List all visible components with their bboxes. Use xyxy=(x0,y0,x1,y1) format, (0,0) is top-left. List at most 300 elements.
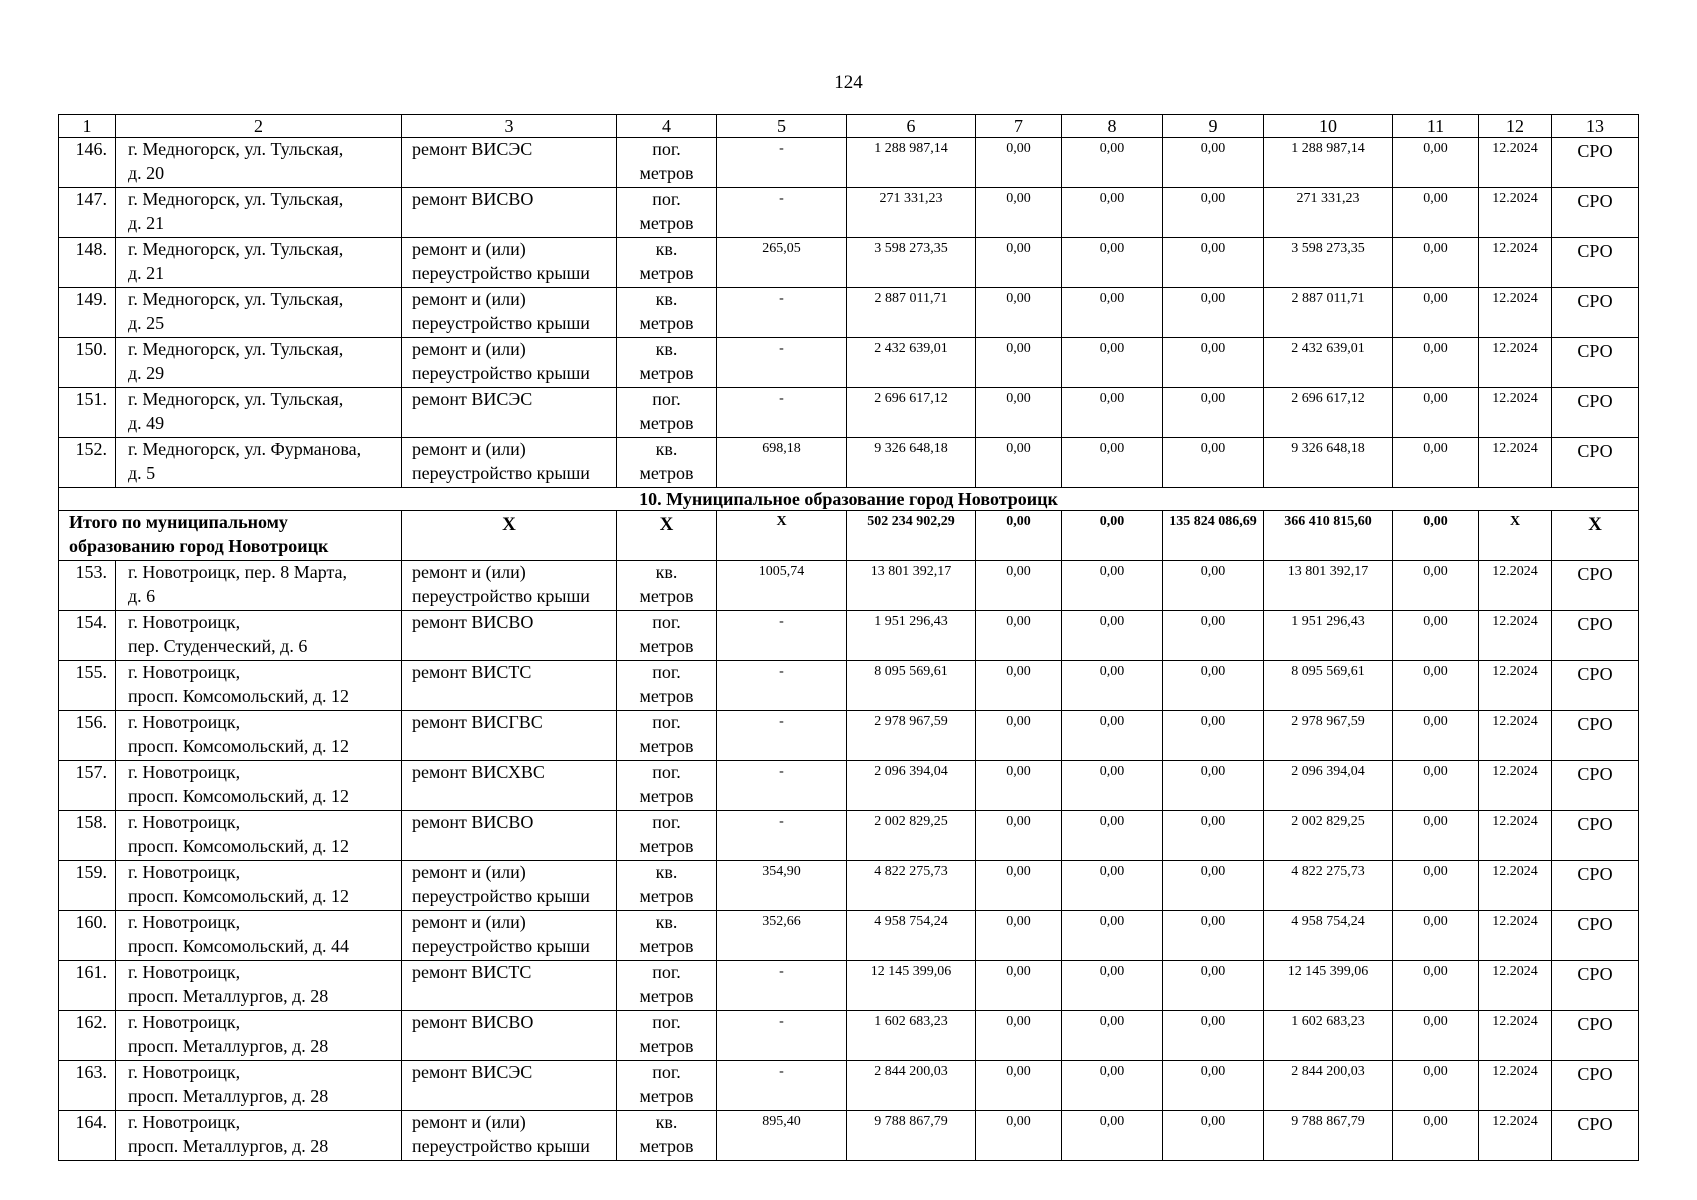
local-funds-cell: 0,00 xyxy=(1163,1061,1264,1111)
method-cell: СРО xyxy=(1552,238,1639,288)
owner-funds-cell: 271 331,23 xyxy=(1264,188,1393,238)
regional-funds-cell: 0,00 xyxy=(1062,1111,1163,1161)
work-type-cell xyxy=(402,661,617,711)
regional-funds-cell: 0,00 xyxy=(1062,961,1163,1011)
volume-cell: - xyxy=(717,188,847,238)
volume-cell: - xyxy=(717,388,847,438)
column-header: 7 xyxy=(976,115,1062,138)
volume-cell: - xyxy=(717,811,847,861)
column-header: 3 xyxy=(402,115,617,138)
unit-line-1: пог. xyxy=(652,812,681,832)
method-cell: СРО xyxy=(1552,138,1639,188)
work-type-line-2: переустройство крыши xyxy=(412,585,590,606)
local-funds-cell: 0,00 xyxy=(1163,811,1264,861)
volume-cell: - xyxy=(717,711,847,761)
unit-line-2: метров xyxy=(639,362,694,383)
total-cost-cell: 2 978 967,59 xyxy=(847,711,976,761)
total-x-cell: X xyxy=(717,511,847,561)
volume-cell: 698,18 xyxy=(717,438,847,488)
unit-line-2: метров xyxy=(639,885,694,906)
unit-line-1: пог. xyxy=(652,139,681,159)
unit-cell xyxy=(617,661,717,711)
local-funds-cell: 0,00 xyxy=(1163,438,1264,488)
total-x-cell: X xyxy=(402,511,617,561)
unit-line-1: кв. xyxy=(655,439,678,459)
local-funds-cell: 0,00 xyxy=(1163,388,1264,438)
unit-line-1: кв. xyxy=(655,862,678,882)
column-header: 9 xyxy=(1163,115,1264,138)
column-header: 8 xyxy=(1062,115,1163,138)
unit-line-2: метров xyxy=(639,835,694,856)
method-cell: СРО xyxy=(1552,438,1639,488)
table-row xyxy=(59,961,1639,1011)
unit-line-2: метров xyxy=(639,262,694,283)
table-row xyxy=(59,438,1639,488)
other-funds-cell: 0,00 xyxy=(1393,861,1479,911)
address-line-2: д. 20 xyxy=(128,162,165,183)
row-number: 162. xyxy=(59,1011,116,1061)
column-header: 12 xyxy=(1479,115,1552,138)
volume-cell: - xyxy=(717,661,847,711)
unit-cell xyxy=(617,861,717,911)
work-type-line-1: ремонт ВИСВО xyxy=(412,812,534,832)
address-line-2: просп. Комсомольский, д. 12 xyxy=(128,735,350,756)
unit-cell xyxy=(617,338,717,388)
total-value-cell: 0,00 xyxy=(976,511,1062,561)
total-x-cell: X xyxy=(617,511,717,561)
work-type-cell xyxy=(402,388,617,438)
deadline-cell: 12.2024 xyxy=(1479,1011,1552,1061)
federal-funds-cell: 0,00 xyxy=(976,861,1062,911)
deadline-cell: 12.2024 xyxy=(1479,1061,1552,1111)
local-funds-cell: 0,00 xyxy=(1163,661,1264,711)
work-type-line-1: ремонт ВИСВО xyxy=(412,189,534,209)
address-line-1: г. Новотроицк, xyxy=(128,662,241,682)
work-type-cell xyxy=(402,711,617,761)
column-header: 4 xyxy=(617,115,717,138)
column-header: 10 xyxy=(1264,115,1393,138)
table-row xyxy=(59,861,1639,911)
federal-funds-cell: 0,00 xyxy=(976,1111,1062,1161)
unit-cell xyxy=(617,438,717,488)
address-line-2: д. 29 xyxy=(128,362,165,383)
work-type-line-1: ремонт ВИСТС xyxy=(412,662,532,682)
owner-funds-cell: 13 801 392,17 xyxy=(1264,561,1393,611)
total-value-cell: 502 234 902,29 xyxy=(847,511,976,561)
address-cell xyxy=(116,1111,402,1161)
regional-funds-cell: 0,00 xyxy=(1062,811,1163,861)
other-funds-cell: 0,00 xyxy=(1393,1061,1479,1111)
local-funds-cell: 0,00 xyxy=(1163,188,1264,238)
address-line-2: д. 5 xyxy=(128,462,156,483)
owner-funds-cell: 9 788 867,79 xyxy=(1264,1111,1393,1161)
local-funds-cell: 0,00 xyxy=(1163,611,1264,661)
regional-funds-cell: 0,00 xyxy=(1062,761,1163,811)
address-line-2: просп. Комсомольский, д. 12 xyxy=(128,785,350,806)
total-cost-cell: 4 958 754,24 xyxy=(847,911,976,961)
owner-funds-cell: 1 602 683,23 xyxy=(1264,1011,1393,1061)
address-cell xyxy=(116,661,402,711)
work-type-cell xyxy=(402,188,617,238)
row-number: 154. xyxy=(59,611,116,661)
page-number: 124 xyxy=(834,72,863,93)
deadline-cell: 12.2024 xyxy=(1479,711,1552,761)
deadline-cell: 12.2024 xyxy=(1479,611,1552,661)
owner-funds-cell: 2 432 639,01 xyxy=(1264,338,1393,388)
regional-funds-cell: 0,00 xyxy=(1062,138,1163,188)
address-cell xyxy=(116,811,402,861)
work-type-line-2: переустройство крыши xyxy=(412,1135,590,1156)
row-number: 163. xyxy=(59,1061,116,1111)
address-cell xyxy=(116,1061,402,1111)
other-funds-cell: 0,00 xyxy=(1393,561,1479,611)
table-row xyxy=(59,1011,1639,1061)
regional-funds-cell: 0,00 xyxy=(1062,288,1163,338)
column-header: 6 xyxy=(847,115,976,138)
other-funds-cell: 0,00 xyxy=(1393,138,1479,188)
table-row xyxy=(59,611,1639,661)
unit-line-1: пог. xyxy=(652,712,681,732)
table-row xyxy=(59,288,1639,338)
section-heading-row xyxy=(59,488,1639,511)
owner-funds-cell: 12 145 399,06 xyxy=(1264,961,1393,1011)
volume-cell: 354,90 xyxy=(717,861,847,911)
regional-funds-cell: 0,00 xyxy=(1062,388,1163,438)
deadline-cell: 12.2024 xyxy=(1479,288,1552,338)
deadline-cell: 12.2024 xyxy=(1479,811,1552,861)
work-type-cell xyxy=(402,1061,617,1111)
address-cell xyxy=(116,238,402,288)
unit-line-1: кв. xyxy=(655,239,678,259)
work-type-line-1: ремонт и (или) xyxy=(412,912,526,932)
address-line-2: просп. Комсомольский, д. 12 xyxy=(128,685,350,706)
table-row xyxy=(59,561,1639,611)
unit-cell xyxy=(617,188,717,238)
table-row xyxy=(59,238,1639,288)
address-line-1: г. Новотроицк, xyxy=(128,712,241,732)
unit-line-1: кв. xyxy=(655,912,678,932)
table-row xyxy=(59,388,1639,438)
address-line-2: д. 21 xyxy=(128,212,165,233)
deadline-cell: 12.2024 xyxy=(1479,238,1552,288)
column-header: 2 xyxy=(116,115,402,138)
federal-funds-cell: 0,00 xyxy=(976,338,1062,388)
total-cost-cell: 1 288 987,14 xyxy=(847,138,976,188)
unit-line-2: метров xyxy=(639,462,694,483)
other-funds-cell: 0,00 xyxy=(1393,611,1479,661)
owner-funds-cell: 2 844 200,03 xyxy=(1264,1061,1393,1111)
row-number: 146. xyxy=(59,138,116,188)
work-type-cell xyxy=(402,861,617,911)
owner-funds-cell: 2 002 829,25 xyxy=(1264,811,1393,861)
total-cost-cell: 13 801 392,17 xyxy=(847,561,976,611)
row-number: 161. xyxy=(59,961,116,1011)
federal-funds-cell: 0,00 xyxy=(976,761,1062,811)
total-cost-cell: 2 096 394,04 xyxy=(847,761,976,811)
local-funds-cell: 0,00 xyxy=(1163,561,1264,611)
unit-line-2: метров xyxy=(639,735,694,756)
unit-line-1: пог. xyxy=(652,612,681,632)
other-funds-cell: 0,00 xyxy=(1393,288,1479,338)
other-funds-cell: 0,00 xyxy=(1393,388,1479,438)
row-number: 150. xyxy=(59,338,116,388)
other-funds-cell: 0,00 xyxy=(1393,338,1479,388)
total-cost-cell: 12 145 399,06 xyxy=(847,961,976,1011)
work-type-cell xyxy=(402,288,617,338)
volume-cell: - xyxy=(717,138,847,188)
total-cost-cell: 9 326 648,18 xyxy=(847,438,976,488)
other-funds-cell: 0,00 xyxy=(1393,1111,1479,1161)
work-type-line-1: ремонт ВИСГВС xyxy=(412,712,543,732)
total-cost-cell: 1 951 296,43 xyxy=(847,611,976,661)
work-type-line-1: ремонт и (или) xyxy=(412,862,526,882)
unit-cell xyxy=(617,138,717,188)
address-line-1: г. Новотроицк, xyxy=(128,1112,241,1132)
work-type-cell xyxy=(402,911,617,961)
unit-line-2: метров xyxy=(639,412,694,433)
deadline-cell: 12.2024 xyxy=(1479,661,1552,711)
other-funds-cell: 0,00 xyxy=(1393,238,1479,288)
work-type-cell xyxy=(402,961,617,1011)
work-type-line-1: ремонт и (или) xyxy=(412,1112,526,1132)
work-type-line-1: ремонт ВИСЭС xyxy=(412,1062,533,1082)
address-line-2: д. 6 xyxy=(128,585,156,606)
method-cell: СРО xyxy=(1552,388,1639,438)
address-line-1: г. Новотроицк, xyxy=(128,812,241,832)
address-cell xyxy=(116,188,402,238)
unit-cell xyxy=(617,1111,717,1161)
regional-funds-cell: 0,00 xyxy=(1062,238,1163,288)
work-type-line-1: ремонт и (или) xyxy=(412,562,526,582)
address-cell xyxy=(116,911,402,961)
federal-funds-cell: 0,00 xyxy=(976,288,1062,338)
address-line-1: г. Медногорск, ул. Тульская, xyxy=(128,289,344,309)
total-value-cell: X xyxy=(1479,511,1552,561)
work-type-cell xyxy=(402,338,617,388)
unit-cell xyxy=(617,611,717,661)
work-type-cell xyxy=(402,761,617,811)
work-type-cell xyxy=(402,811,617,861)
method-cell: СРО xyxy=(1552,188,1639,238)
address-line-1: г. Новотроицк, xyxy=(128,962,241,982)
unit-line-1: пог. xyxy=(652,189,681,209)
address-line-2: д. 25 xyxy=(128,312,165,333)
work-type-line-2: переустройство крыши xyxy=(412,312,590,333)
total-row xyxy=(59,511,1639,561)
work-type-line-1: ремонт ВИСЭС xyxy=(412,389,533,409)
work-type-cell xyxy=(402,438,617,488)
address-line-2: просп. Металлургов, д. 28 xyxy=(128,1085,329,1106)
work-type-line-1: ремонт и (или) xyxy=(412,439,526,459)
local-funds-cell: 0,00 xyxy=(1163,711,1264,761)
total-value-cell: 366 410 815,60 xyxy=(1264,511,1393,561)
unit-cell xyxy=(617,388,717,438)
column-number-header-row xyxy=(59,115,1639,138)
local-funds-cell: 0,00 xyxy=(1163,338,1264,388)
volume-cell: - xyxy=(717,961,847,1011)
local-funds-cell: 0,00 xyxy=(1163,238,1264,288)
other-funds-cell: 0,00 xyxy=(1393,911,1479,961)
row-number: 156. xyxy=(59,711,116,761)
total-cost-cell: 3 598 273,35 xyxy=(847,238,976,288)
address-line-1: г. Новотроицк, xyxy=(128,1062,241,1082)
unit-line-1: пог. xyxy=(652,1062,681,1082)
unit-cell xyxy=(617,711,717,761)
volume-cell: 1005,74 xyxy=(717,561,847,611)
address-line-1: г. Новотроицк, xyxy=(128,762,241,782)
regional-funds-cell: 0,00 xyxy=(1062,661,1163,711)
address-line-1: г. Новотроицк, пер. 8 Марта, xyxy=(128,562,348,582)
other-funds-cell: 0,00 xyxy=(1393,761,1479,811)
address-line-1: г. Новотроицк, xyxy=(128,912,241,932)
unit-cell xyxy=(617,761,717,811)
table-row xyxy=(59,711,1639,761)
unit-line-2: метров xyxy=(639,1135,694,1156)
row-number: 164. xyxy=(59,1111,116,1161)
work-type-cell xyxy=(402,138,617,188)
table-row xyxy=(59,1061,1639,1111)
work-type-line-2: переустройство крыши xyxy=(412,885,590,906)
local-funds-cell: 0,00 xyxy=(1163,138,1264,188)
total-cost-cell: 4 822 275,73 xyxy=(847,861,976,911)
unit-line-2: метров xyxy=(639,312,694,333)
unit-line-1: кв. xyxy=(655,289,678,309)
unit-line-1: пог. xyxy=(652,962,681,982)
regional-funds-cell: 0,00 xyxy=(1062,438,1163,488)
address-cell xyxy=(116,611,402,661)
local-funds-cell: 0,00 xyxy=(1163,288,1264,338)
owner-funds-cell: 4 822 275,73 xyxy=(1264,861,1393,911)
other-funds-cell: 0,00 xyxy=(1393,1011,1479,1061)
owner-funds-cell: 2 096 394,04 xyxy=(1264,761,1393,811)
row-number: 160. xyxy=(59,911,116,961)
work-type-line-2: переустройство крыши xyxy=(412,462,590,483)
volume-cell: - xyxy=(717,1061,847,1111)
unit-line-2: метров xyxy=(639,685,694,706)
table-row xyxy=(59,761,1639,811)
unit-cell xyxy=(617,561,717,611)
row-number: 151. xyxy=(59,388,116,438)
work-type-line-2: переустройство крыши xyxy=(412,935,590,956)
other-funds-cell: 0,00 xyxy=(1393,188,1479,238)
address-line-1: г. Медногорск, ул. Тульская, xyxy=(128,189,344,209)
address-line-2: просп. Металлургов, д. 28 xyxy=(128,1135,329,1156)
regional-funds-cell: 0,00 xyxy=(1062,1011,1163,1061)
section-title: 10. Муниципальное образование город Новотроицк xyxy=(59,488,1639,511)
unit-line-1: кв. xyxy=(655,339,678,359)
deadline-cell: 12.2024 xyxy=(1479,438,1552,488)
column-header: 11 xyxy=(1393,115,1479,138)
unit-line-2: метров xyxy=(639,985,694,1006)
unit-line-1: кв. xyxy=(655,562,678,582)
row-number: 149. xyxy=(59,288,116,338)
row-number: 152. xyxy=(59,438,116,488)
address-line-2: просп. Металлургов, д. 28 xyxy=(128,1035,329,1056)
total-cost-cell: 9 788 867,79 xyxy=(847,1111,976,1161)
local-funds-cell: 0,00 xyxy=(1163,911,1264,961)
address-cell xyxy=(116,1011,402,1061)
column-header: 13 xyxy=(1552,115,1639,138)
method-cell: СРО xyxy=(1552,338,1639,388)
method-cell: СРО xyxy=(1552,1061,1639,1111)
address-cell xyxy=(116,388,402,438)
method-cell: СРО xyxy=(1552,288,1639,338)
total-label-line-1: Итого по муниципальному xyxy=(69,512,288,532)
owner-funds-cell: 1 288 987,14 xyxy=(1264,138,1393,188)
total-value-cell: 135 824 086,69 xyxy=(1163,511,1264,561)
volume-cell: - xyxy=(717,761,847,811)
unit-line-1: кв. xyxy=(655,1112,678,1132)
unit-cell xyxy=(617,1061,717,1111)
unit-cell xyxy=(617,1011,717,1061)
unit-line-2: метров xyxy=(639,585,694,606)
method-cell: СРО xyxy=(1552,561,1639,611)
method-cell: СРО xyxy=(1552,761,1639,811)
column-header: 5 xyxy=(717,115,847,138)
local-funds-cell: 0,00 xyxy=(1163,961,1264,1011)
work-type-cell xyxy=(402,611,617,661)
volume-cell: - xyxy=(717,288,847,338)
volume-cell: - xyxy=(717,338,847,388)
total-cost-cell: 2 432 639,01 xyxy=(847,338,976,388)
method-cell: СРО xyxy=(1552,611,1639,661)
federal-funds-cell: 0,00 xyxy=(976,961,1062,1011)
address-line-1: г. Медногорск, ул. Тульская, xyxy=(128,339,344,359)
other-funds-cell: 0,00 xyxy=(1393,811,1479,861)
total-cost-cell: 1 602 683,23 xyxy=(847,1011,976,1061)
owner-funds-cell: 4 958 754,24 xyxy=(1264,911,1393,961)
unit-line-2: метров xyxy=(639,212,694,233)
address-line-1: г. Медногорск, ул. Фурманова, xyxy=(128,439,362,459)
total-cost-cell: 2 887 011,71 xyxy=(847,288,976,338)
method-cell: СРО xyxy=(1552,811,1639,861)
total-label xyxy=(59,511,402,561)
federal-funds-cell: 0,00 xyxy=(976,388,1062,438)
deadline-cell: 12.2024 xyxy=(1479,761,1552,811)
regional-funds-cell: 0,00 xyxy=(1062,711,1163,761)
column-header: 1 xyxy=(59,115,116,138)
row-number: 158. xyxy=(59,811,116,861)
total-value-cell: 0,00 xyxy=(1393,511,1479,561)
row-number: 157. xyxy=(59,761,116,811)
address-line-2: пер. Студенческий, д. 6 xyxy=(128,635,308,656)
federal-funds-cell: 0,00 xyxy=(976,138,1062,188)
address-line-2: просп. Комсомольский, д. 12 xyxy=(128,885,350,906)
total-cost-cell: 2 002 829,25 xyxy=(847,811,976,861)
other-funds-cell: 0,00 xyxy=(1393,661,1479,711)
address-cell xyxy=(116,138,402,188)
deadline-cell: 12.2024 xyxy=(1479,188,1552,238)
address-cell xyxy=(116,288,402,338)
work-type-line-1: ремонт и (или) xyxy=(412,339,526,359)
local-funds-cell: 0,00 xyxy=(1163,1111,1264,1161)
address-line-2: просп. Металлургов, д. 28 xyxy=(128,985,329,1006)
table-row xyxy=(59,138,1639,188)
total-x-cell: X xyxy=(1552,511,1639,561)
work-type-cell xyxy=(402,1011,617,1061)
local-funds-cell: 0,00 xyxy=(1163,1011,1264,1061)
work-type-cell xyxy=(402,238,617,288)
total-value-cell: 0,00 xyxy=(1062,511,1163,561)
unit-line-2: метров xyxy=(639,785,694,806)
work-type-line-2: переустройство крыши xyxy=(412,362,590,383)
address-cell xyxy=(116,861,402,911)
address-line-1: г. Медногорск, ул. Тульская, xyxy=(128,389,344,409)
address-line-1: г. Новотроицк, xyxy=(128,612,241,632)
address-line-2: просп. Комсомольский, д. 12 xyxy=(128,835,350,856)
row-number: 153. xyxy=(59,561,116,611)
unit-cell xyxy=(617,238,717,288)
